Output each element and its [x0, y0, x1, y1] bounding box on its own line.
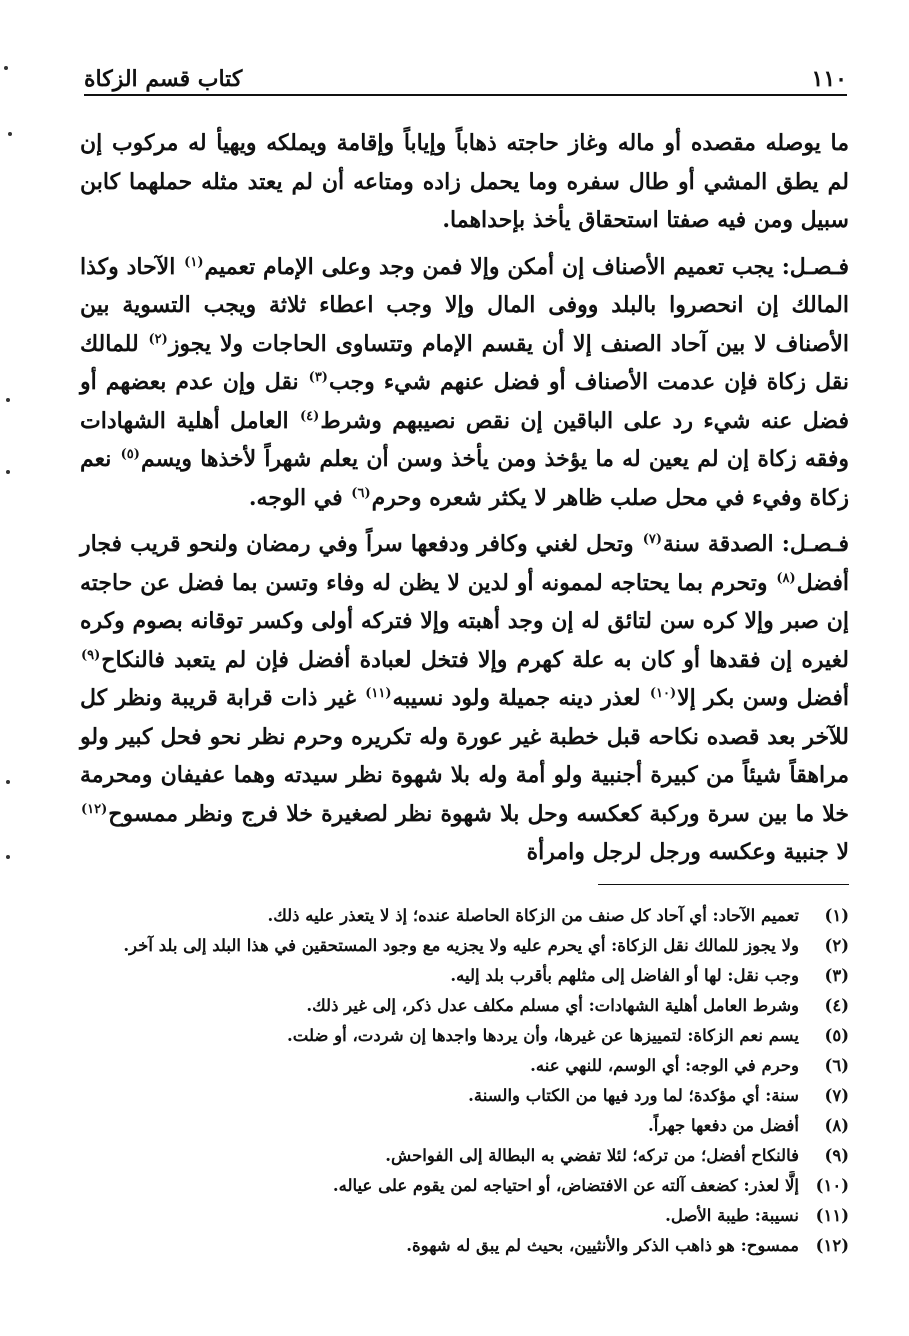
- footnote-ref[interactable]: (٢): [148, 331, 168, 347]
- footnote-text: ولا يجوز للمالك نقل الزكاة: أي يحرم عليه ولا يجزيه مع وجود المستحقين في هذا البلد إلى بلد آخر.: [123, 936, 799, 955]
- footnote-item: [60, 1141, 849, 1171]
- footnote-number: (٧): [824, 1086, 849, 1105]
- footnote-item: [60, 901, 849, 931]
- footnote-item: [60, 1201, 849, 1231]
- footnote-item: [60, 991, 849, 1021]
- scan-speck: [6, 398, 10, 402]
- paragraph-3: [80, 525, 849, 872]
- footnote-text: وجب نقل: لها أو الفاضل إلى مثلهم بأقرب بلد إليه.: [450, 966, 799, 985]
- text-run: وتحل لغني وكافر ودفعها سراً وفي رمضان ولنحو قريب فجار أفضل: [80, 531, 849, 596]
- footnote-number: (١١): [815, 1206, 849, 1225]
- footnote-text: تعميم الآحاد: أي آحاد كل صنف من الزكاة الحاصلة عنده؛ إذ لا يتعذر عليه ذلك.: [267, 906, 799, 925]
- footnote-number: (٥): [824, 1026, 849, 1045]
- text-run: لعذر دينه جميلة ولود نسيبه: [392, 685, 641, 711]
- footnote-number: (٦): [824, 1056, 849, 1075]
- scan-speck: [6, 470, 10, 474]
- footnote-item: [60, 1171, 849, 1201]
- footnote-item: [60, 1231, 849, 1261]
- text-run: لا جنبية وعكسه ورجل لرجل وامرأة: [526, 839, 849, 865]
- footnote-text: فالنكاح أفضل؛ من تركه؛ لئلا تفضي به البطالة إلى الفواحش.: [385, 1146, 799, 1165]
- footnote-text: وشرط العامل أهلية الشهادات: أي مسلم مكلف عدل ذكر، إلى غير ذلك.: [306, 996, 799, 1015]
- scan-speck: [6, 780, 10, 784]
- footnote-ref[interactable]: (٨): [776, 570, 796, 586]
- footnote-separator: [598, 884, 849, 885]
- footnote-number: (٩): [824, 1146, 849, 1165]
- text-run: العامل أهلية الشهادات وفقه زكاة إن لم يعين له ما يؤخذ ومن يأخذ وسن أن يعلم شهراً لأخذها ويسم: [80, 407, 849, 472]
- header-rule: [84, 94, 847, 96]
- text-run: أفضل وسن بكر إلا: [677, 685, 849, 711]
- footnote-number: (٤): [824, 996, 849, 1015]
- footnote-text: نسيبة: طيبة الأصل.: [665, 1206, 799, 1225]
- text-run: يجب تعميم الأصناف إن أمكن وإلا فمن وجد وعلى الإمام تعميم: [204, 253, 774, 280]
- footnote-ref[interactable]: (١٠): [649, 686, 677, 701]
- footnote-ref[interactable]: (٩): [81, 647, 101, 663]
- section-heading: فـصـل:: [781, 531, 849, 557]
- footnote-ref[interactable]: (١): [184, 254, 204, 270]
- footnote-item: [60, 1021, 849, 1051]
- footnote-number: (٨): [824, 1116, 849, 1135]
- footnote-text: أفضل من دفعها جهراً.: [648, 1116, 799, 1135]
- footnote-ref[interactable]: (١١): [365, 686, 392, 701]
- footnote-number: (١٢): [815, 1236, 849, 1255]
- text-run: في الوجه.: [248, 484, 343, 511]
- footnote-number: (١٠): [815, 1176, 849, 1195]
- footnote-text: إلَّا لعذر: كضعف آلته عن الافتضاض، أو احتياجه لمن يقوم على عياله.: [332, 1176, 799, 1195]
- footnote-number: (٢): [824, 936, 849, 955]
- footnote-number: (٣): [824, 966, 849, 985]
- footnote-ref[interactable]: (١٢): [81, 801, 108, 817]
- footnote-ref[interactable]: (٤): [300, 408, 320, 424]
- footnote-item: [60, 1081, 849, 1111]
- footnote-ref[interactable]: (٥): [120, 447, 140, 462]
- text-run: الآحاد وكذا المالك إن انحصروا بالبلد ووفى المال وإلا وجب اعطاء ثلاثة ويجب التسوية بين الأصناف لا بين آحاد الصنف إلا أن يقسم الإمام وتتساوى الحاجات ولا يجوز: [80, 253, 849, 357]
- footnote-number: (١): [824, 906, 849, 925]
- scan-speck: [4, 66, 8, 70]
- text-run: الصدقة سنة: [662, 531, 774, 557]
- running-title: كتاب قسم الزكاة: [84, 66, 243, 92]
- footnote-ref[interactable]: (٣): [308, 370, 328, 385]
- text-run: وتحرم بما يحتاجه لممونه أو لدين لا يظن له وفاء وتسن بما فضل عن حاجته إن صبر وإلا كره سن لتائق له إن وجد أهبته وإلا فتركه أولى وكسر توقانه بصوم وكره لغيره إن فقدها أو كان به علة كهرم وإلا فتخل لعبادة أفضل فإن لم يتعبد فالنكاح: [80, 569, 849, 673]
- text-run: نعم زكاة وفيء في محل صلب ظاهر لا يكثر شعره وحرم: [80, 446, 849, 511]
- footnote-text: ممسوح: هو ذاهب الذكر والأنثيين، بحيث لم يبق له شهوة.: [406, 1236, 799, 1255]
- text-run: للمالك نقل زكاة فإن عدمت الأصناف أو فضل عنهم شيء وجب: [80, 330, 849, 395]
- footnote-item: [60, 931, 849, 961]
- footnote-item: [60, 1051, 849, 1081]
- page-header: [84, 52, 847, 92]
- footnote-ref[interactable]: (٦): [351, 485, 371, 501]
- footnotes: [60, 901, 849, 1261]
- footnote-text: سنة: أي مؤكدة؛ لما ورد فيها من الكتاب والسنة.: [468, 1086, 799, 1105]
- paragraph-2: [80, 248, 849, 518]
- footnote-text: وحرم في الوجه: أي الوسم، للنهي عنه.: [530, 1056, 799, 1075]
- footnote-item: [60, 1111, 849, 1141]
- footnote-text: يسم نعم الزكاة: لتمييزها عن غيرها، وأن يردها واجدها إن شردت، أو ضلت.: [287, 1026, 799, 1045]
- text-run: نقل وإن عدم بعضهم أو فضل عنه شيء رد على الباقين إن نقص نصيبهم وشرط: [80, 369, 849, 434]
- scan-speck: [8, 132, 12, 136]
- footnote-ref[interactable]: (٧): [642, 532, 662, 547]
- main-text: [80, 124, 849, 880]
- page-number: ١١٠: [811, 66, 847, 92]
- scan-speck: [6, 855, 10, 859]
- section-heading: فـصـل:: [781, 253, 849, 280]
- paragraph-1: ما يوصله مقصده أو ماله وغاز حاجته ذهاباً وإياباً وإقامة ويملكه ويهيأ له مركوب إن لم يطق المشي أو طال سفره وما يحمل زاده ومتاعه أن لم يعتد مثله حملهما كابن سبيل ومن فيه صفتا استحقاق يأخذ بإحداهما.: [80, 130, 849, 233]
- text-run: غير ذات قرابة قريبة ونظر كل للآخر بعد قصده نكاحه قبل خطبة غير عورة وله تكريره وحرم نظر نحو فحل كبير ولو مراهقاً شيئاً من كبيرة أجنبية ولو أمة وله بلا شهوة نظر سيدته وهما عفيفان ومحرمة خلا ما بين سرة وركبة كعكسه وحل بلا شهوة نظر لصغيرة خلا فرج ونظر ممسوح: [80, 685, 849, 827]
- footnote-item: [60, 961, 849, 991]
